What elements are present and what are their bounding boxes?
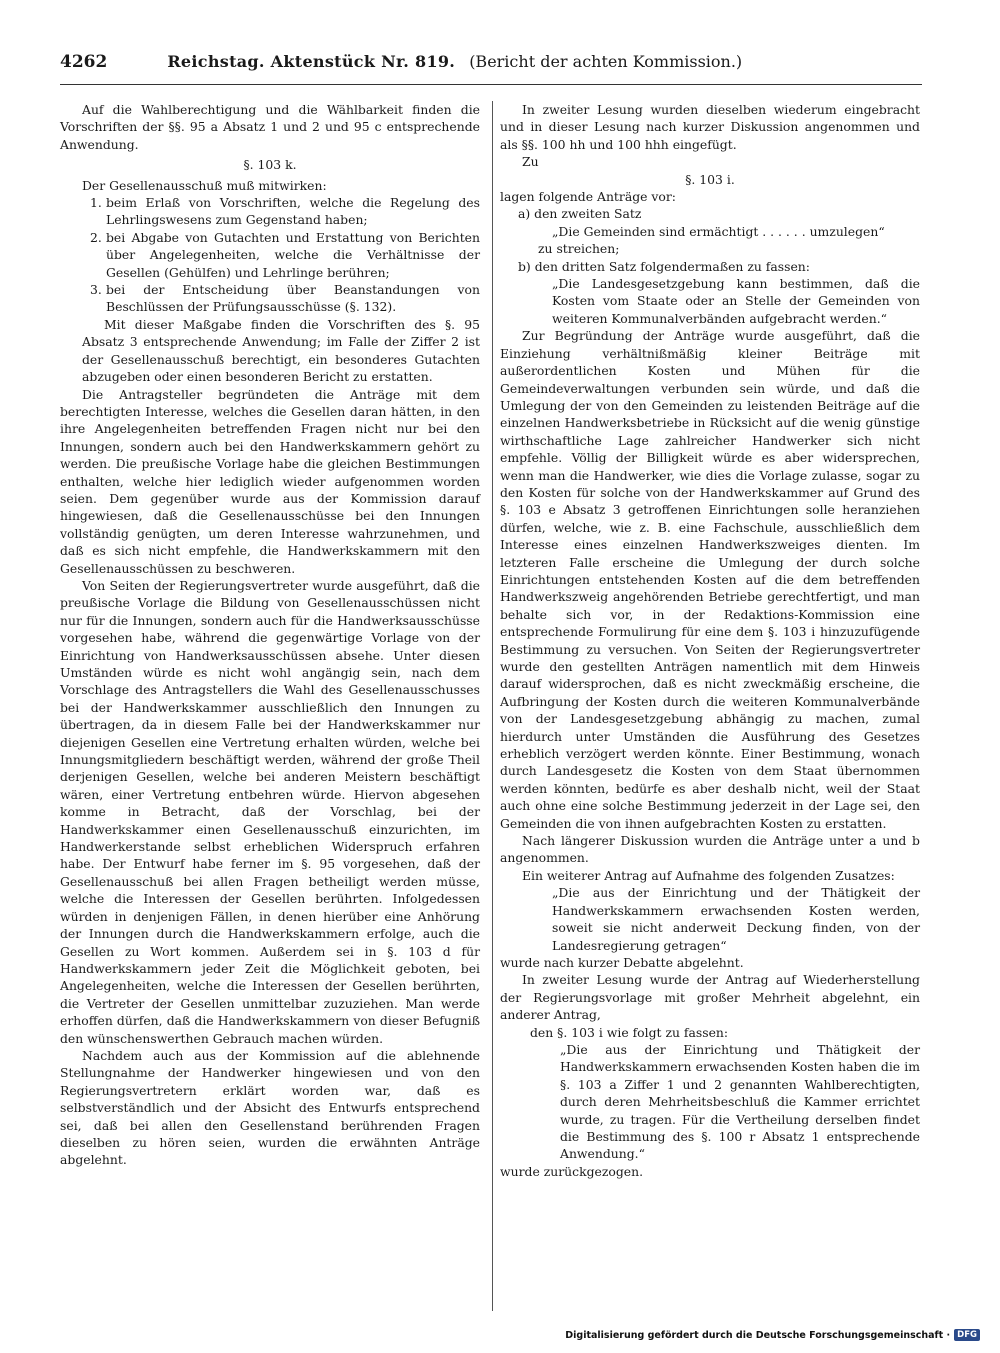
paragraph: Zur Begründung der Anträge wurde ausgeführt, daß die Einziehung verhältnißmäßig kleiner Beiträge mit außerordentlichen Kosten und Mühen für die Gemeindeverwaltungen verbunden sein würde, und daß die Umlegung der von den Gemeinden zu leistenden Beiträge auf die einzelnen Handwerksbetriebe in Rücksicht auf die wenig günstige wirthschaftliche Lage zahlreicher Handwerker sich nicht empfehle. Völlig der Billigkeit würde es aber widersprechen, wenn man die Handwerker, wie dies die Vorlage zulasse, sogar zu den Kosten für solche von der Handwerkskammer auf Grund des §. 103 e Absatz 3 getroffenen Einrichtungen solle heranziehen dürfen, welche, wie z. B. eine Fachschule, ausschließlich dem Interesse eines einzelnen Handwerkszweiges dienten. Im letzteren Falle erscheine die Umlegung der durch solche Einrichtungen entstehenden Kosten auf die dem betreffenden Handwerkszweig angehörenden Betriebe gerechtfertigt, und man behalte sich vor, in der Redaktions-Kommission eine entsprechende Formulirung für eine dem §. 103 i hinzuzufügende Bestimmung zu versuchen. Von Seiten der Regierungsvertreter wurde den gestellten Anträgen namentlich mit dem Hinweis darauf widersprochen, daß es nicht zweckmäßig erscheine, die Aufbringung der Kosten durch die weiteren Kommunalverbände von der Landesgesetzgebung abhängig zu machen, zumal hierdurch unter Umständen die Ausführung des Gesetzes erheblich verzögert werden könnte. Einer Bestimmung, wonach durch Landesgesetz die Kosten von dem Staat übernommen werden könnten, bedürfe es aber deshalb nicht, weil der Staat auch ohne eine solche Bestimmung jederzeit in der Lage sei, den Gemeinden die von ihnen aufgebrachten Kosten zu erstatten.	[500, 328, 920, 831]
paragraph: wurde nach kurzer Debatte abgelehnt.	[500, 954, 744, 970]
section-heading: §. 103 k.	[243, 157, 297, 173]
paragraph: Die Antragsteller begründeten die Anträge mit dem berechtigten Interesse, welches die Gesellen daran hätten, in den ihre Angelegenheiten betreffenden Fragen nicht nur bei den Innungen, sondern auch bei den Handwerkskammern gehört zu werden. Die preußische Vorlage habe die gleichen Bestimmungen enthalten, welche hier lediglich wieder aufgenommen worden seien. Dem gegenüber wurde aus der Kommission darauf hingewiesen, daß die Gesellenausschüsse bei den Innungen vollständig genügten, um deren Interesse wahrzunehmen, und daß es sich nicht empfehle, die Handwerkskammern mit den Gesellenausschüssen zu beschweren.	[60, 386, 480, 576]
column-divider	[492, 101, 493, 1311]
page-number: 4262	[60, 52, 108, 72]
paragraph: In zweiter Lesung wurden dieselben wiederum eingebracht und in dieser Lesung nach kurzer Diskussion angenommen und als §§. 100 hh und 100 hhh eingefügt.	[500, 102, 920, 152]
credit-text: Digitalisierung gefördert durch die Deutsche Forschungsgemeinschaft ·	[565, 1329, 951, 1341]
paragraph: Von Seiten der Regierungsvertreter wurde ausgeführt, daß die preußische Vorlage die Bildung von Gesellenausschüssen nicht nur für die Innungen, sondern auch für die Handwerksausschüsse vorgesehen habe, während die gegenwärtige Vorlage von der Einrichtung von Handwerksausschüssen absehe. Unter diesen Umständen würde es nicht wohl angängig sein, nach dem Vorschlage des Antragstellers die Wahl des Gesellenausschusses bei der Handwerkskammer ausschließlich den Innungen zu übertragen, da in diesem Falle bei der Handwerkskammer nur diejenigen Gesellen eine Vertretung erhalten würden, welche bei Innungsmitgliedern beschäftigt werden, während der große Theil derjenigen Gesellen, welche bei anderen Meistern beschäftigt wären, einer Vertretung entbehren würde. Hiervon abgesehen komme in Betracht, daß der Vorschlag, bei der Handwerkskammer einen Gesellenausschuß einzurichten, im Handwerkerstande selbst erheblichen Widerspruch erfahren habe. Der Entwurf habe ferner im §. 95 vorgesehen, daß der Gesellenausschuß bei allen Fragen betheiligt werden müsse, welche die Interessen der Gesellen berührten. Infolgedessen würden in denjenigen Fällen, in denen hierüber eine Anhörung der Innungen durch die Handwerkskammern erfolge, auch die Gesellen zu Wort kommen. Außerdem sei in §. 103 d für Handwerkskammern jeder Zeit die Möglichkeit geboten, bei Angelegenheiten, welche die Interessen der Gesellen berührten, die Vertreter der Gesellen unmittelbar zuzuziehen. Man werde erhoffen dürfen, daß die Handwerkskammern von dieser Befugniß den wünschenswerthen Gebrauch machen würden.	[60, 577, 480, 1046]
header-subtitle: (Bericht der achten Kommission.)	[469, 52, 743, 71]
left-column	[60, 101, 490, 1180]
text-columns	[60, 101, 922, 1180]
motion-a-label: a) den zweiten Satz	[518, 206, 642, 222]
quote: „Die Landesgesetzgebung kann bestimmen, daß die Kosten vom Staate oder an Stelle der Gemeinden von weiteren Kommunalverbänden aufgebracht werden.“	[552, 276, 920, 326]
paragraph: Auf die Wahlberechtigung und die Wählbarkeit finden die Vorschriften der §§. 95 a Absatz 1 und 2 und 95 c entsprechende Anwendung.	[60, 102, 480, 152]
quote: „Die aus der Einrichtung und Thätigkeit der Handwerkskammern erwachsenden Kosten haben die im §. 103 a Ziffer 1 und 2 genannten Wahlberechtigten, durch deren Mehrheitsbeschluß die Kammer errichtet wurde, zu tragen. Für die Vertheilung derselben findet die Bestimmung des §. 100 r Absatz 1 entsprechende Anwendung.“	[560, 1041, 920, 1162]
paragraph: den §. 103 i wie folgt zu fassen:	[530, 1024, 729, 1040]
paragraph: Der Gesellenausschuß muß mitwirken:	[82, 177, 327, 193]
paragraph: wurde zurückgezogen.	[500, 1163, 644, 1179]
list-item: 1. beim Erlaß von Vorschriften, welche die Regelung des Lehrlingswesens zum Gegenstand haben;	[90, 195, 480, 228]
paragraph: Mit dieser Maßgabe finden die Vorschriften des §. 95 Absatz 3 entsprechende Anwendung; im Falle der Ziffer 2 ist der Gesellenausschuß berechtigt, ein besonderes Gutachten abzugeben oder einen besonderen Bericht zu erstatten.	[82, 316, 480, 385]
quote: „Die Gemeinden sind ermächtigt . . . . . . umzulegen“	[552, 223, 885, 239]
right-column	[490, 101, 920, 1180]
motion-b-label: b) den dritten Satz folgendermaßen zu fassen:	[518, 258, 810, 274]
paragraph: Ein weiterer Antrag auf Aufnahme des folgenden Zusatzes:	[522, 867, 895, 883]
paragraph: zu streichen;	[538, 241, 620, 257]
dfg-logo: DFG	[954, 1329, 980, 1341]
digitization-credit	[565, 1329, 980, 1341]
numbered-list	[60, 194, 480, 316]
header-title: Reichstag. Aktenstück Nr. 819.	[167, 52, 456, 71]
section-heading: §. 103 i.	[685, 171, 735, 187]
list-item: 3. bei der Entscheidung über Beanstandungen von Beschlüssen der Prüfungsausschüsse (§. 132).	[90, 282, 480, 315]
paragraph: Nach längerer Diskussion wurden die Anträge unter a und b angenommen.	[500, 833, 920, 866]
page	[60, 52, 922, 1180]
paragraph: Zu	[522, 154, 539, 170]
quote: „Die aus der Einrichtung und der Thätigkeit der Handwerkskammern erwachsenden Kosten werden, soweit sie nicht anderweit Deckung finden, von der Landesregierung getragen“	[552, 885, 920, 953]
paragraph: In zweiter Lesung wurde der Antrag auf Wiederherstellung der Regierungsvorlage mit großer Mehrheit abgelehnt, ein anderer Antrag,	[500, 972, 920, 1023]
paragraph: lagen folgende Anträge vor:	[500, 189, 676, 205]
page-header	[60, 52, 922, 85]
list-item: 2. bei Abgabe von Gutachten und Erstattung von Berichten über Angelegenheiten, welche die Verhältnisse der Gesellen (Gehülfen) und Lehrlinge berühren;	[90, 229, 480, 280]
paragraph: Nachdem auch aus der Kommission auf die ablehnende Stellungnahme der Handwerker hingewiesen und von den Regierungsvertretern erklärt worden war, daß es selbstverständlich und der Absicht des Entwurfs entsprechend sei, daß bei allen den Gesellenstand berührenden Fragen dieselben zu hören seien, wurden die erwähnten Anträge abgelehnt.	[60, 1047, 480, 1168]
